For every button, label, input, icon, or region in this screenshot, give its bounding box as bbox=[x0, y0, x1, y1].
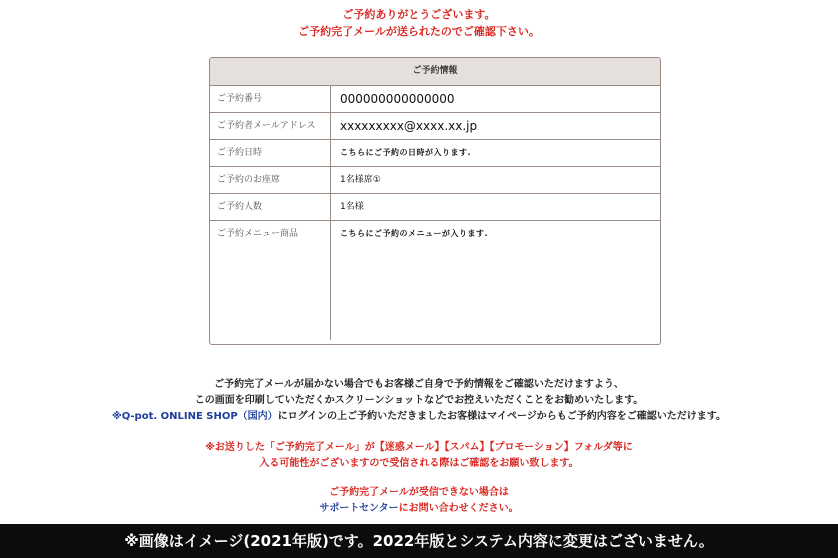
info-line-3 bbox=[0, 409, 838, 425]
disclaimer-text: ※画像はイメージ(2021年版)です。2022年版とシステム内容に変更はございません。 bbox=[124, 532, 714, 550]
table-row-menu bbox=[210, 221, 660, 340]
support-center-link[interactable]: サポートセンター bbox=[319, 503, 399, 514]
row-label: ご予約日時 bbox=[210, 140, 331, 166]
support-line-2-text: にお問い合わせください。 bbox=[398, 503, 519, 514]
row-label: ご予約のお座席 bbox=[210, 167, 331, 193]
table-row-email bbox=[210, 113, 660, 140]
spam-folder-warning bbox=[0, 440, 838, 472]
image-disclaimer-bar bbox=[0, 524, 838, 558]
table-row-party-size bbox=[210, 194, 660, 221]
support-line-1: ご予約完了メールが受信できない場合は bbox=[329, 487, 509, 498]
save-info-notice bbox=[0, 377, 838, 425]
thanks-line-1: ご予約ありがとうございます。 bbox=[342, 8, 496, 21]
info-line-1: ご予約完了メールが届かない場合でもお客様ご自身で予約情報をご確認いただけますよう、 bbox=[214, 379, 624, 390]
reservation-number-value: 000000000000000 bbox=[340, 92, 455, 106]
info-line-2: この画面を印刷していただくかスクリーンショットなどでお控えいただくことをお勧めいたします。 bbox=[194, 395, 644, 406]
online-shop-link[interactable]: ※Q-pot. ONLINE SHOP（国内） bbox=[111, 411, 278, 422]
row-label: ご予約者メールアドレス bbox=[210, 113, 331, 139]
reservation-info-table bbox=[209, 57, 661, 345]
datetime-value: こちらにご予約の日時が入ります. bbox=[340, 148, 472, 157]
table-row-datetime bbox=[210, 140, 660, 167]
support-notice bbox=[0, 485, 838, 517]
info-line-3-text: にログインの上ご予約いただきましたお客様はマイページからもご予約内容をご確認いただけます。 bbox=[277, 411, 726, 422]
table-row-seat bbox=[210, 167, 660, 194]
row-label: ご予約メニュー商品 bbox=[210, 221, 331, 340]
thanks-message bbox=[0, 6, 838, 40]
seat-value: 1名様席① bbox=[340, 175, 381, 185]
row-label: ご予約番号 bbox=[210, 86, 331, 112]
party-size-value: 1名様 bbox=[340, 202, 364, 212]
email-value: xxxxxxxxx@xxxx.xx.jp bbox=[340, 119, 478, 133]
table-row-reservation-number bbox=[210, 86, 660, 113]
table-header: ご予約情報 bbox=[210, 58, 660, 86]
support-line-2 bbox=[0, 501, 838, 517]
menu-value: こちらにご予約のメニューが入ります. bbox=[340, 229, 489, 238]
warning-line-1: ※お送りした「ご予約完了メール」が【迷惑メール】【スパム】【プロモーション】フォルダ等に bbox=[205, 442, 633, 453]
thanks-line-2: ご予約完了メールが送られたのでご確認下さい。 bbox=[298, 25, 540, 38]
warning-line-2: 入る可能性がございますので受信される際はご確認をお願い致します。 bbox=[259, 458, 579, 469]
row-label: ご予約人数 bbox=[210, 194, 331, 220]
